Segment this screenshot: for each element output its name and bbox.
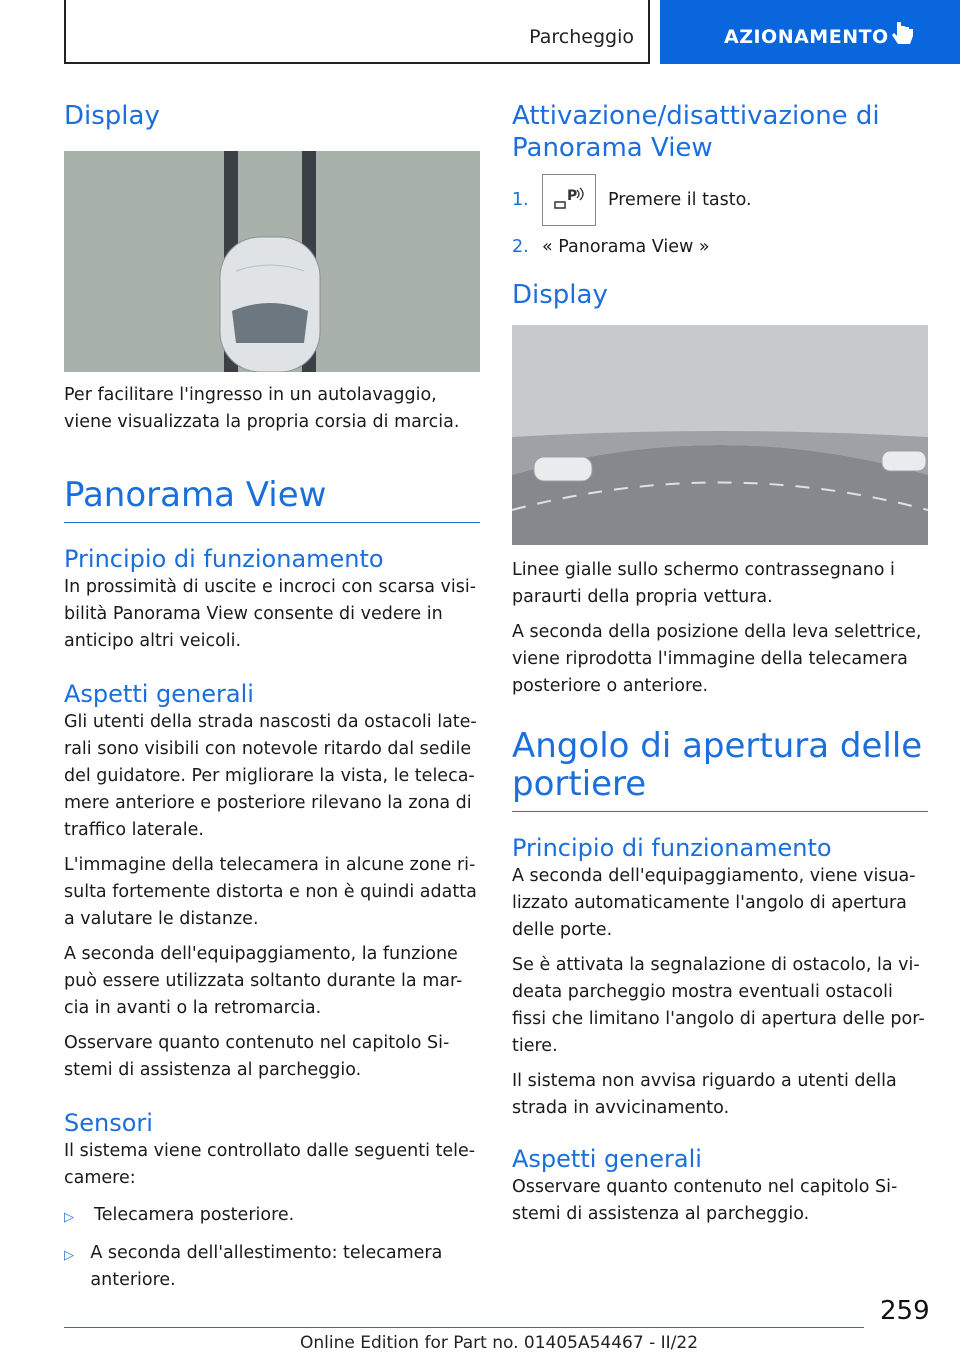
list-item: [64, 1240, 480, 1294]
list-item: [64, 1202, 480, 1231]
display-heading-right: Display: [512, 280, 608, 310]
header-section-box: [64, 0, 650, 64]
lane-display-image: [64, 151, 480, 372]
aspetti-heading-right: Aspetti generali: [512, 1145, 702, 1173]
display-caption: Per facilitare l'ingresso in un autolavaggio, viene visualizzata la propria corsia di marcia.: [64, 385, 460, 432]
car-lane-illustration: [64, 151, 480, 372]
sensori-text: Il sistema viene controllato dalle seguenti tele-camere:: [64, 1141, 476, 1188]
principio-heading: Principio di funzionamento: [64, 545, 384, 573]
principio-heading-right: Principio di funzionamento: [512, 834, 832, 862]
sensori-heading: Sensori: [64, 1109, 153, 1137]
sensori-item-1: Telecamera posteriore.: [94, 1205, 295, 1225]
list-item: [512, 174, 928, 226]
sensori-item-2: A seconda dell'allestimento: telecamera anteriore.: [90, 1243, 443, 1290]
right-column: [512, 100, 928, 1228]
display-right-paragraph-2: A seconda della posizione della leva selettrice, viene riprodotta l'immagine della telecamera posteriore o anteriore.: [512, 622, 922, 696]
left-column: [64, 100, 480, 1294]
steps-list: [512, 174, 928, 257]
aspetti-right-paragraph-1: Osservare quanto contenuto nel capitolo Si-stemi di assistenza al parcheggio.: [512, 1177, 898, 1224]
step-text: Premere il tasto.: [608, 190, 752, 210]
page-number: 259: [880, 1296, 930, 1326]
aspetti-paragraph-4: Osservare quanto contenuto nel capitolo Si-stemi di assistenza al parcheggio.: [64, 1033, 450, 1080]
principio-right-paragraph-1: A seconda dell'equipaggiamento, viene visua-lizzato automaticamente l'angolo di apertura delle porte.: [512, 866, 916, 940]
display-heading: Display: [64, 101, 160, 131]
display-right-paragraph-1: Linee gialle sullo schermo contrassegnano i paraurti della propria vettura.: [512, 560, 895, 607]
principio-right-paragraph-2: Se è attivata la segnalazione di ostacolo, la vi-deata parcheggio mostra eventuali ostacoli fissi che limitano l'angolo di apertura delle por-tiere.: [512, 955, 925, 1056]
header-chapter-tab: [660, 0, 960, 64]
aspetti-paragraph-1: Gli utenti della strada nascosti da ostacoli late-rali sono visibili con notevole ritardo dal sedile del guidatore. Per migliorare la vista, le teleca-mere anteriore e posteriore rilevano la zona di traffico laterale.: [64, 712, 477, 840]
panorama-view-image: [512, 325, 928, 545]
title-rule: [64, 522, 480, 523]
step-number: 1.: [512, 190, 529, 210]
aspetti-paragraph-2: L'immagine della telecamera in alcune zone ri-sulta fortemente distorta e non è quindi adatta a valutare le distanze.: [64, 855, 477, 929]
hand-pointer-icon: [892, 20, 914, 48]
principio-right-paragraph-3: Il sistema non avvisa riguardo a utenti della strada in avvicinamento.: [512, 1071, 897, 1118]
aspetti-heading: Aspetti generali: [64, 680, 254, 708]
step-text: « Panorama View »: [542, 237, 710, 257]
header-chapter-label: AZIONAMENTO: [724, 26, 889, 48]
attivazione-heading: Attivazione/disattivazione di Panorama View: [512, 101, 880, 163]
step-number: 2.: [512, 237, 529, 257]
parking-assist-button-icon: [542, 174, 596, 226]
title-rule: [512, 811, 928, 812]
list-item: [512, 237, 928, 257]
header-section-label: Parcheggio: [529, 26, 634, 48]
principio-text: In prossimità di uscite e incroci con scarsa visi-bilità Panorama View consente di vedere in anticipo altri veicoli.: [64, 577, 477, 651]
svg-text:P: P: [567, 188, 578, 204]
panorama-view-title: Panorama View: [64, 475, 327, 515]
footer-rule: [64, 1327, 864, 1328]
footer-edition: Online Edition for Part no. 01405A54467 - II/22: [300, 1333, 699, 1353]
triangle-bullet-icon: ▷: [64, 1248, 74, 1263]
aspetti-paragraph-3: A seconda dell'equipaggiamento, la funzione può essere utilizzata soltanto durante la mar-cia in avanti o la retromarcia.: [64, 944, 463, 1018]
triangle-bullet-icon: ▷: [64, 1210, 74, 1225]
angolo-title: Angolo di apertura delle portiere: [512, 726, 923, 804]
panorama-road-illustration: [512, 325, 928, 545]
